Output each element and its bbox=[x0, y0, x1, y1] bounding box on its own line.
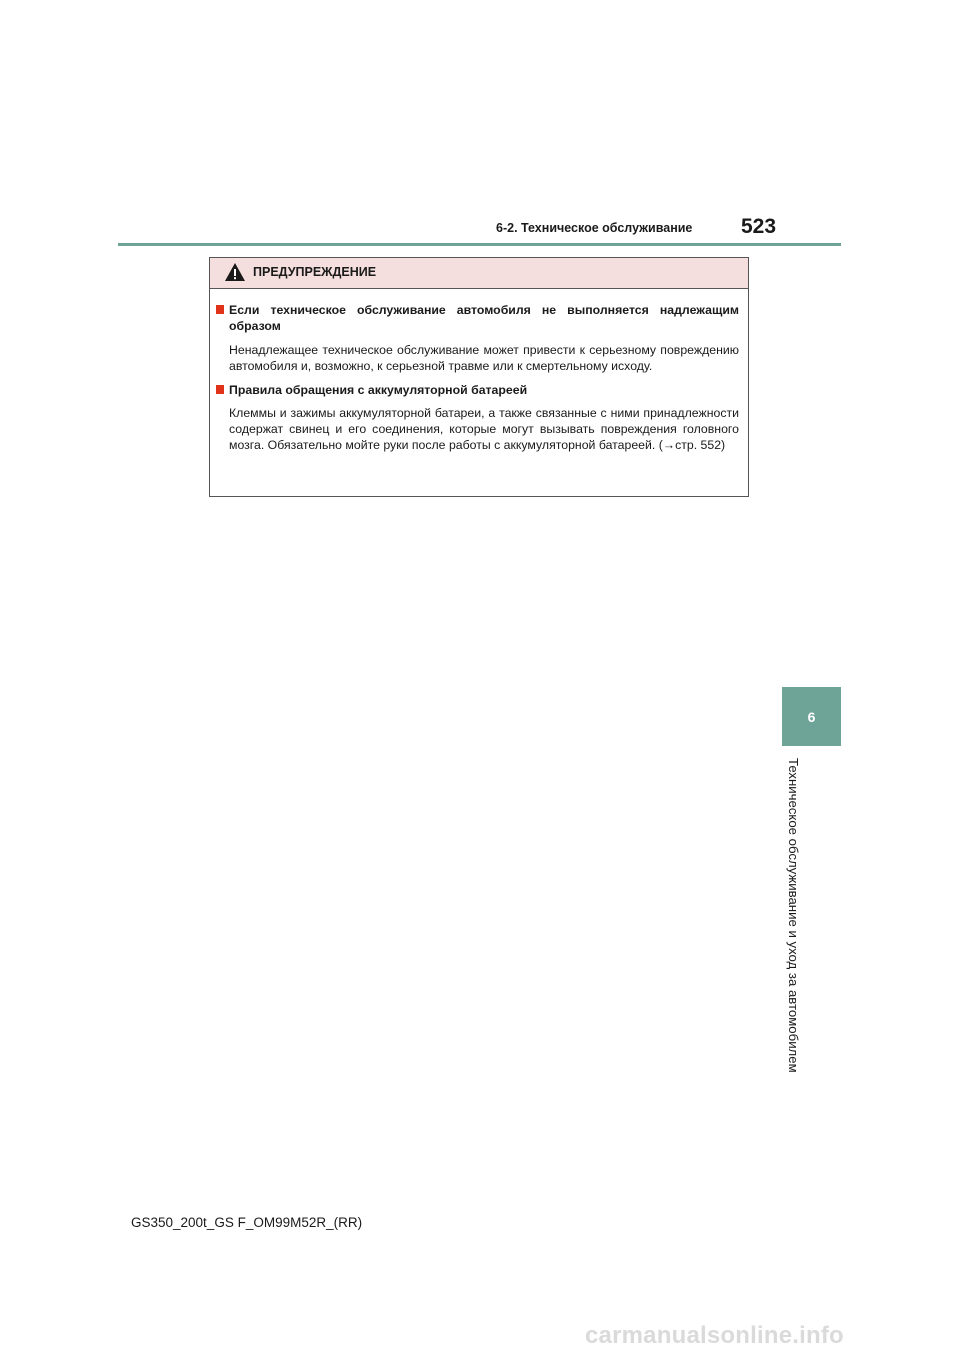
section-title bbox=[216, 382, 739, 398]
warning-title: ПРЕДУПРЕЖДЕНИЕ bbox=[253, 265, 377, 279]
section-title-text: Если техническое обслуживание автомобиля не выполняется надлежащим образом bbox=[229, 303, 739, 333]
watermark: carmanualsonline.info bbox=[585, 1322, 844, 1349]
square-bullet-icon bbox=[216, 305, 224, 314]
chapter-title-vertical: Техническое обслуживание и уход за автомобилем bbox=[786, 758, 801, 1073]
warning-body bbox=[210, 302, 748, 453]
warning-triangle-icon bbox=[224, 262, 246, 282]
square-bullet-icon bbox=[216, 385, 224, 394]
section-text: Клеммы и зажимы аккумуляторной батареи, а также связанные с ними принадлежности содержат свинец и его соединения, которые могут вызывать повреждения головного мозга. Обязательно мойте руки после работы с аккумуляторной батареей. (→стр. 552) bbox=[229, 405, 739, 453]
section-title-text: Правила обращения с аккумуляторной батареей bbox=[229, 382, 528, 397]
warning-header bbox=[210, 258, 748, 289]
chapter-tab: 6 bbox=[782, 687, 841, 746]
warning-box bbox=[209, 257, 749, 497]
warning-section bbox=[216, 302, 739, 375]
warning-section bbox=[216, 382, 739, 454]
page-number: 523 bbox=[741, 215, 777, 238]
header-section-title: 6-2. Техническое обслуживание bbox=[496, 221, 693, 235]
section-text: Ненадлежащее техническое обслуживание может привести к серьезному повреждению автомобиля и, возможно, к серьезной травме или к смертельному исходу. bbox=[229, 343, 739, 374]
header-divider bbox=[118, 243, 841, 246]
section-title bbox=[216, 302, 739, 334]
footer-document-code: GS350_200t_GS F_OM99M52R_(RR) bbox=[131, 1215, 363, 1230]
